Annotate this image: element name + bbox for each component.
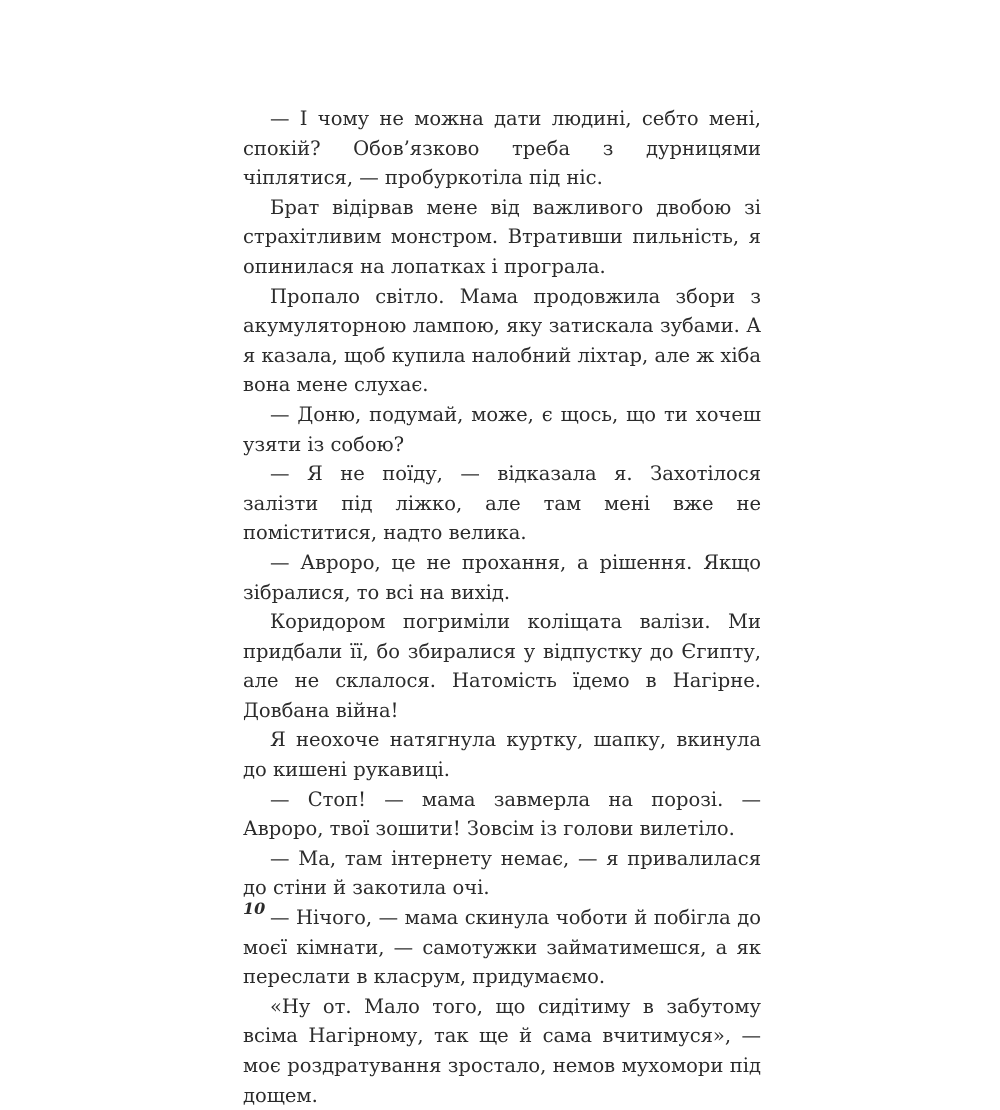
paragraph: — Нічого, — мама скинула чоботи й побігла до моєї кімнати, — самотужки займатимешся, а як переслати в класрум, придумаємо. (243, 906, 761, 989)
paragraph: «Ну от. Мало того, що сидітиму в забутому всіма Нагірному, так ще й сама вчитимуся», — моє роздратування зростало, немов мухомори під дощем. (243, 994, 761, 1107)
paragraph: — Стоп! — мама завмерла на порозі. — Аврoро, твої зошити! Зовсім із голови вилетіло. (243, 787, 761, 841)
paragraph: — Аврoро, це не прохання, а рішення. Якщо зібралися, то всі на вихід. (243, 550, 761, 604)
paragraph: Пропало світло. Мама продовжила збори з акумуляторною лампою, яку затискала зубами. А я казала, щоб купила налобний ліхтар, але ж хіба вона мене слухає. (243, 284, 761, 397)
page-number: 10 (243, 899, 266, 918)
body-text (243, 104, 761, 1110)
paragraph: — Я не поїду, — відказала я. Захотілося залізти під ліжко, але там мені вже не поміститися, надто велика. (243, 462, 761, 545)
paragraph: Брат відірвав мене від важливого двобою зі страхітливим монстром. Втративши пильність, я опинилася на лопатках і програла. (243, 195, 761, 278)
paragraph: — Ма, там інтернету немає, — я привалилася до стіни й закотила очі. (243, 846, 761, 900)
paragraph: — Доню, подумай, може, є щось, що ти хочеш узяти із собою? (243, 402, 761, 456)
paragraph: Коридором погриміли коліщата валізи. Ми придбали її, бо збиралися у відпустку до Єгипту, але не склалося. Натомість їдемо в Нагірне. Довбана війна! (243, 610, 761, 722)
paragraph: Я неохоче натягнула куртку, шапку, вкинула до кишені рукавиці. (243, 728, 761, 782)
paragraph: — І чому не можна дати людині, себто мені, спокій? Обов’язково треба з дурницями чіплятися, — пробуркотіла під ніс. (243, 107, 761, 190)
